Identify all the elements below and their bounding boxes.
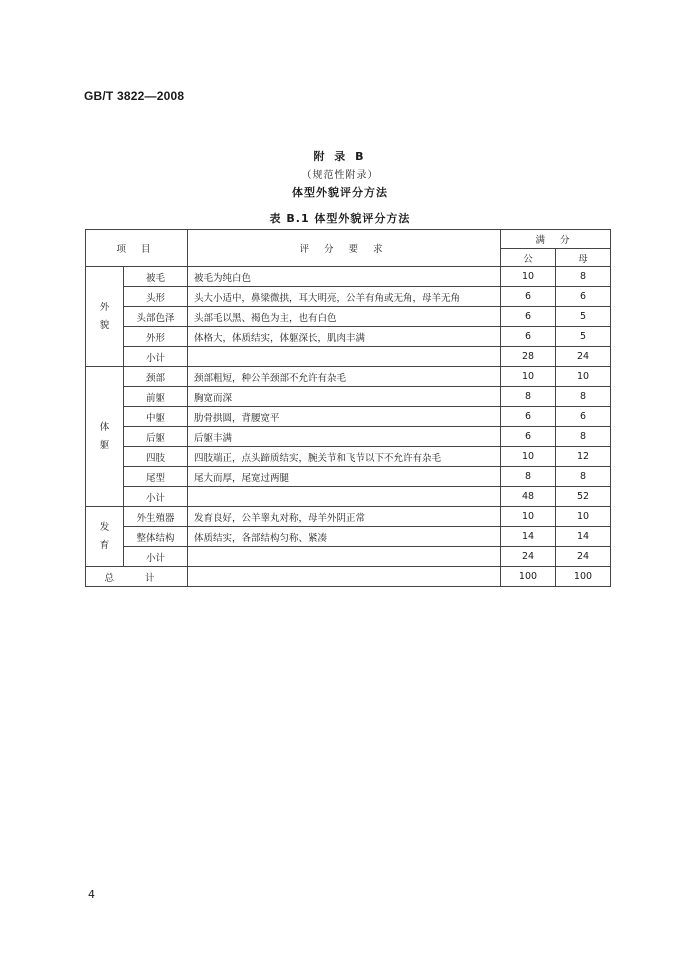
male-score: 8 [501,387,556,407]
requirement-text: 被毛为纯白色 [188,267,501,287]
group-label: 体躯 [86,367,124,507]
item-name: 外形 [124,327,188,347]
female-score: 8 [556,467,611,487]
female-score: 52 [556,487,611,507]
female-score: 5 [556,327,611,347]
item-name: 四肢 [124,447,188,467]
table-row [86,547,611,567]
male-score: 10 [501,367,556,387]
total-row [86,567,611,587]
group-label: 发育 [86,507,124,567]
item-name: 颈部 [124,367,188,387]
female-score: 24 [556,347,611,367]
item-name: 后躯 [124,427,188,447]
male-score: 6 [501,327,556,347]
requirement-text [188,547,501,567]
table-row [86,487,611,507]
male-score: 6 [501,427,556,447]
header-male: 公 [501,249,556,267]
male-score: 10 [501,507,556,527]
requirement-text: 肋骨拱圆，背腰宽平 [188,407,501,427]
requirement-text: 尾大而厚，尾宽过两腿 [188,467,501,487]
item-name: 头部色泽 [124,307,188,327]
table-caption: 表 B.1 体型外貌评分方法 [269,212,411,225]
table-row [86,467,611,487]
item-name: 小计 [124,547,188,567]
scoring-table [85,229,611,587]
male-score: 6 [501,407,556,427]
male-score: 6 [501,287,556,307]
requirement-text: 颈部粗短，种公羊颈部不允许有杂毛 [188,367,501,387]
total-male: 100 [501,567,556,587]
table-row [86,427,611,447]
item-name: 前躯 [124,387,188,407]
header-female: 母 [556,249,611,267]
header-requirement: 评 分 要 求 [188,230,501,267]
table-row [86,407,611,427]
requirement-text: 胸宽而深 [188,387,501,407]
male-score: 10 [501,447,556,467]
requirement-text: 后躯丰满 [188,427,501,447]
item-name: 小计 [124,347,188,367]
female-score: 6 [556,407,611,427]
female-score: 24 [556,547,611,567]
standard-code: GB/T 3822—2008 [84,89,185,103]
female-score: 6 [556,287,611,307]
item-name: 外生殖器 [124,507,188,527]
group-label: 外貌 [86,267,124,367]
table-header-row [86,230,611,249]
appendix-title: 附 录 B [313,150,367,163]
requirement-text [188,487,501,507]
table-row [86,327,611,347]
total-female: 100 [556,567,611,587]
item-name: 被毛 [124,267,188,287]
female-score: 12 [556,447,611,467]
requirement-text: 体质结实，各部结构匀称、紧凑 [188,527,501,547]
item-name: 头形 [124,287,188,307]
requirement-text [188,347,501,367]
male-score: 48 [501,487,556,507]
item-name: 整体结构 [124,527,188,547]
appendix-subtitle: （规范性附录） [301,170,379,181]
appendix-heading: 体型外貌评分方法 [292,186,388,199]
male-score: 8 [501,467,556,487]
male-score: 24 [501,547,556,567]
requirement-text: 头大小适中，鼻梁微拱，耳大明亮，公羊有角或无角，母羊无角 [188,287,501,307]
requirement-text: 发育良好，公羊睾丸对称，母羊外阴正常 [188,507,501,527]
requirement-text: 头部毛以黑、褐色为主，也有白色 [188,307,501,327]
table-row [86,267,611,287]
table-row [86,387,611,407]
table-row [86,287,611,307]
female-score: 14 [556,527,611,547]
female-score: 10 [556,507,611,527]
item-name: 小计 [124,487,188,507]
table-row [86,447,611,467]
header-item: 项 目 [86,230,188,267]
table-row [86,347,611,367]
table-row [86,527,611,547]
female-score: 8 [556,267,611,287]
item-name: 中躯 [124,407,188,427]
table-row [86,367,611,387]
page-number: 4 [88,888,95,901]
total-label: 总 计 [86,567,188,587]
requirement-text: 体格大，体质结实，体躯深长，肌肉丰满 [188,327,501,347]
male-score: 10 [501,267,556,287]
requirement-text: 四肢端正，点头蹄质结实，腕关节和飞节以下不允许有杂毛 [188,447,501,467]
header-full-score: 满 分 [501,230,611,249]
male-score: 28 [501,347,556,367]
table-row [86,307,611,327]
female-score: 8 [556,427,611,447]
item-name: 尾型 [124,467,188,487]
female-score: 5 [556,307,611,327]
female-score: 10 [556,367,611,387]
total-requirement [188,567,501,587]
table-row [86,507,611,527]
male-score: 14 [501,527,556,547]
male-score: 6 [501,307,556,327]
female-score: 8 [556,387,611,407]
